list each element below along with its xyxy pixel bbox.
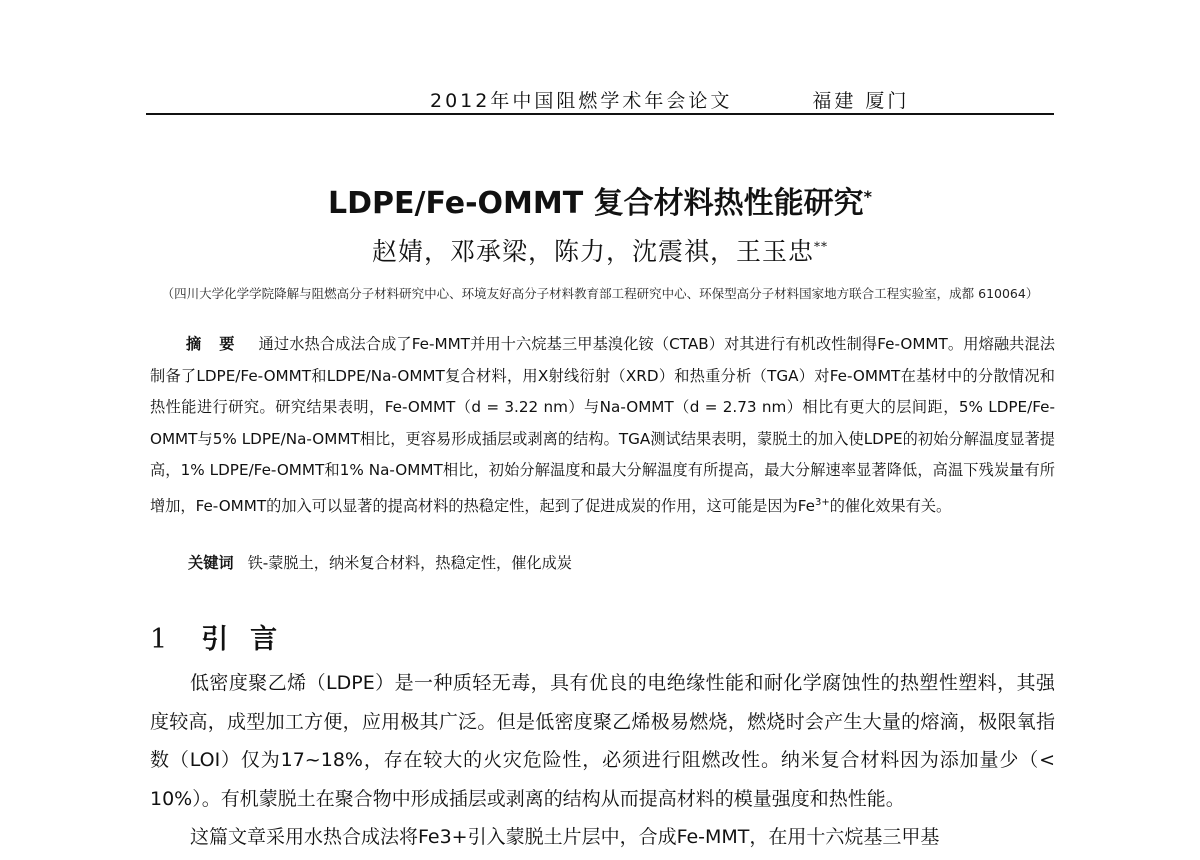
author-list <box>0 232 1200 268</box>
paragraph: 低密度聚乙烯（LDPE）是一种质轻无毒，具有优良的电绝缘性能和耐化学腐蚀性的热塑性塑料，其强度较高，成型加工方便，应用极其广泛。但是低密度聚乙烯极易燃烧，燃烧时会产生大量的熔滴，极限氧指数（LOI）仅为17~18%，存在较大的火灾危险性，必须进行阻燃改性。纳米复合材料因为添加量少（< 10%）。有机蒙脱土在聚合物中形成插层或剥离的结构从而提高材料的模量强度和热性能。 <box>150 672 1055 810</box>
keywords <box>188 552 1054 573</box>
keywords-label: 关键词 <box>188 554 234 572</box>
abstract-text: 通过水热合成法合成了Fe-MMT并用十六烷基三甲基溴化铵（CTAB）对其进行有机改性制得Fe-OMMT。用熔融共混法制备了LDPE/Fe-OMMT和LDPE/Na-OMMT复合材料，用X射线衍射（XRD）和热重分析（TGA）对Fe-OMMT在基材中的分散情况和热性能进行研究。研究结果表明，Fe-OMMT（d = 3.22 nm）与Na-OMMT（d = 2.73 nm）相比有更大的层间距，5% LDPE/Fe-OMMT与5% LDPE/Na-OMMT相比，更容易形成插层或剥离的结构。TGA测试结果表明，蒙脱土的加入使LDPE的初始分解温度显著提高，1% LDPE/Fe-OMMT和1% Na-OMMT相比，初始分解温度和最大分解温度有所提高，最大分解速率显著降低，高温下残炭量有所增加，Fe-OMMT的加入可以显著的提高材料的热稳定性，起到了促进成炭的作用，这可能是因为Fe <box>150 335 1055 515</box>
author-names: 赵婧，邓承梁，陈力，沈震祺，王玉忠 <box>371 237 814 266</box>
section-body <box>150 664 1055 857</box>
title-footnote-mark: * <box>863 187 873 206</box>
abstract-superscript: 3+ <box>814 496 830 508</box>
abstract-text-end: 的催化效果有关。 <box>829 496 952 515</box>
paper-title <box>0 178 1200 222</box>
affiliation: （四川大学化学学院降解与阻燃高分子材料研究中心、环境友好高分子材料教育部工程研究中心、环保型高分子材料国家地方联合工程实验室，成都 610064） <box>161 286 1039 301</box>
section-title: 引言 <box>201 624 300 655</box>
keywords-text: 铁-蒙脱土，纳米复合材料，热稳定性，催化成炭 <box>247 554 572 572</box>
corresponding-author-mark: ** <box>814 239 828 254</box>
conference-name: 2012年中国阻燃学术年会论文 <box>430 90 733 112</box>
paper-title-text: LDPE/Fe-OMMT 复合材料热性能研究 <box>327 186 864 221</box>
paragraph-partial: 这篇文章采用水热合成法将Fe3+引入蒙脱土片层中，合成Fe-MMT，在用十六烷基三甲基 <box>190 826 940 848</box>
abstract-label: 摘要 <box>186 335 253 353</box>
section-number: 1 <box>150 624 168 655</box>
abstract <box>150 329 1055 522</box>
running-head <box>430 86 909 113</box>
section-heading <box>150 617 299 656</box>
conference-location: 福建 厦门 <box>812 90 910 112</box>
header-rule <box>146 113 1054 115</box>
